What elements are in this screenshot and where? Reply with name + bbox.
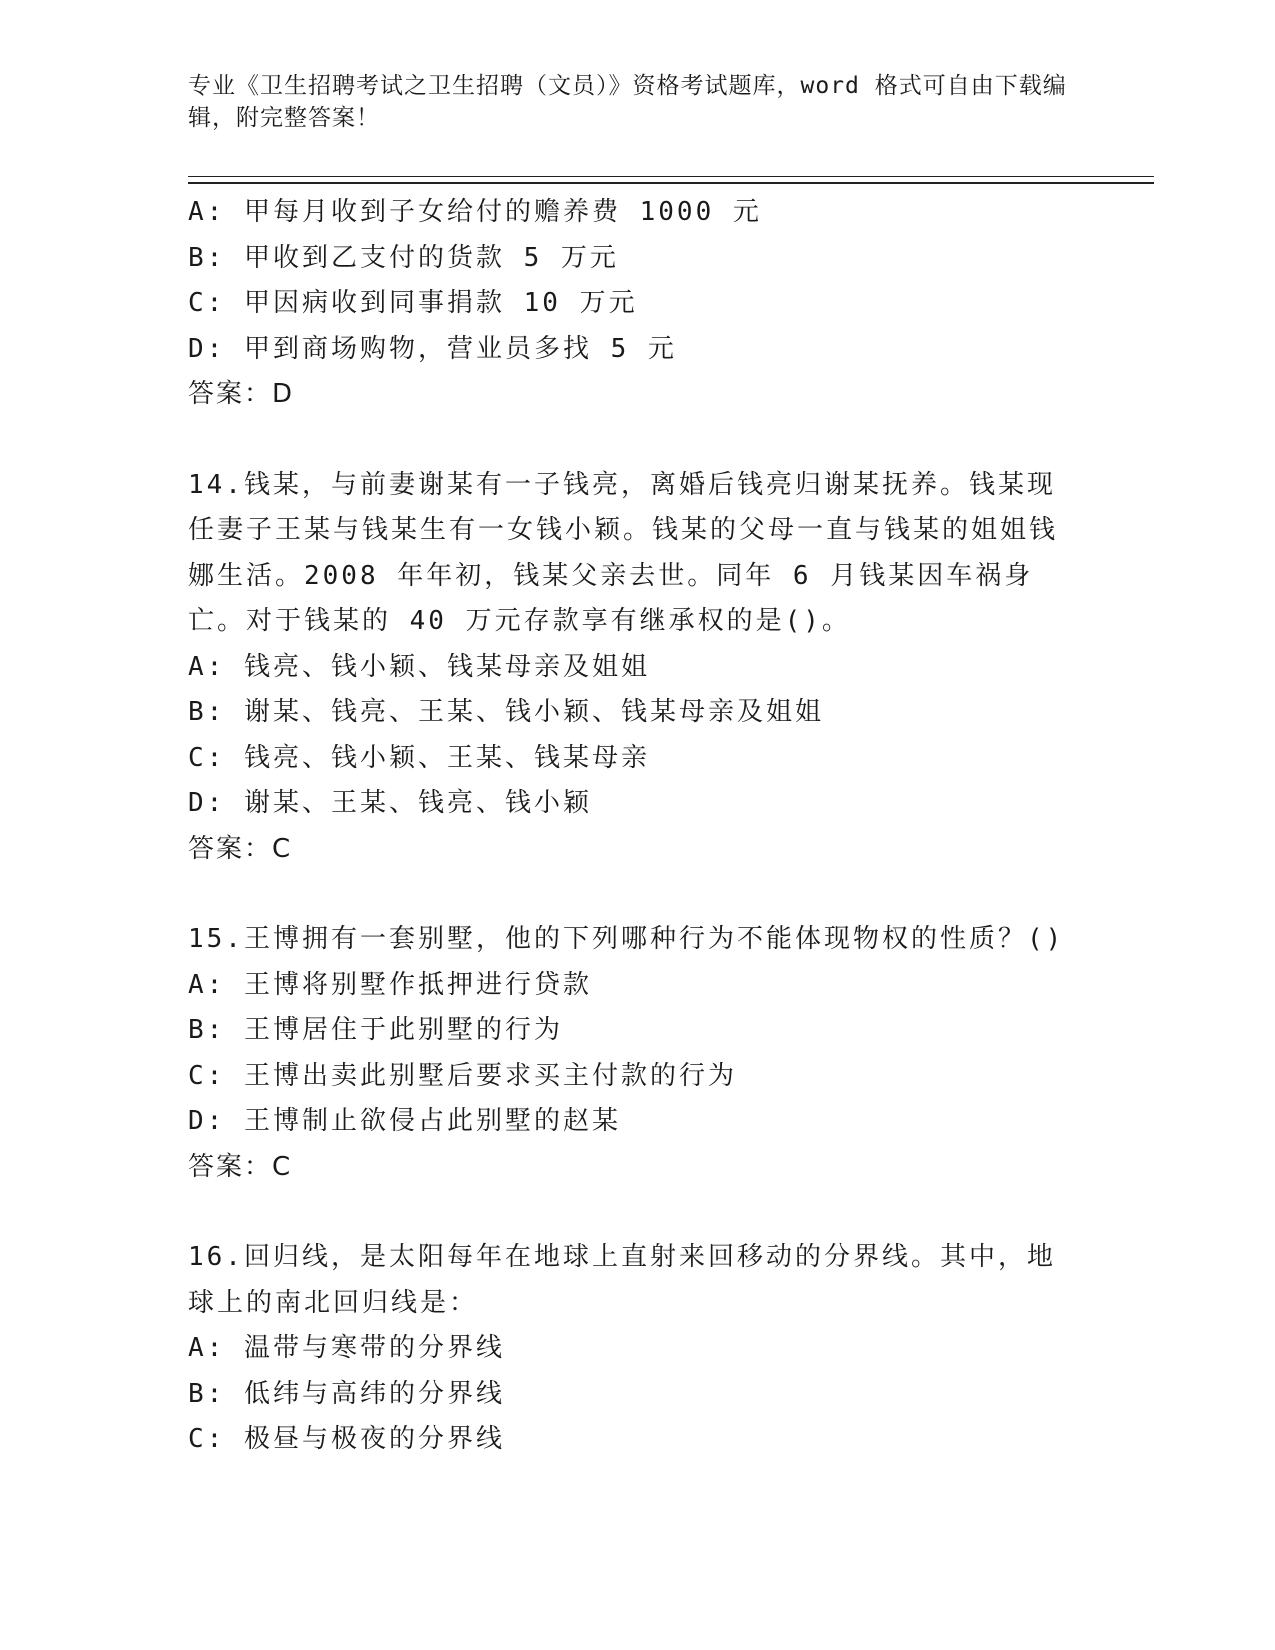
q13-option-c: C: 甲因病收到同事捐款 10 万元 <box>188 288 638 318</box>
q13-option-a: A: 甲每月收到子女给付的赡养费 1000 元 <box>188 197 762 227</box>
q14-question-text: 14.钱某，与前妻谢某有一子钱亮，离婚后钱亮归谢某抚养。钱某现任妻子王某与钱某生有一女钱小颖。钱某的父母一直与钱某的姐姐钱娜生活。2008 年年初，钱某父亲去世。同年 6 月钱某因车祸身亡。对于钱某的 40 万元存款享有继承权的是()。 <box>188 469 1059 636</box>
q13-answer: 答案：D <box>188 379 295 409</box>
document-header-intro: 专业《卫生招聘考试之卫生招聘（文员）》资格考试题库，word 格式可自由下载编辑，附完整答案！ <box>188 73 1067 131</box>
q14-answer: 答案：C <box>188 833 293 864</box>
spacer <box>188 418 1154 463</box>
q15-option-c: C: 王博出卖此别墅后要求买主付款的行为 <box>188 1060 737 1091</box>
q16-question-text: 16.回归线，是太阳每年在地球上直射来回移动的分界线。其中，地球上的南北回归线是： <box>188 1242 1056 1318</box>
q15-option-d: D: 王博制止欲侵占此别墅的赵某 <box>188 1106 621 1136</box>
question-14-block <box>188 463 1154 873</box>
q16-option-c: C: 极昼与极夜的分界线 <box>188 1424 505 1454</box>
q15-question-text: 15.王博拥有一套别墅，他的下列哪种行为不能体现物权的性质？() <box>188 924 1065 954</box>
q16-option-b: B: 低纬与高纬的分界线 <box>188 1378 505 1409</box>
q14-option-b: B: 谢某、钱亮、王某、钱小颖、钱某母亲及姐姐 <box>188 697 824 727</box>
spacer <box>188 1190 1154 1235</box>
q14-option-a: A: 钱亮、钱小颖、钱某母亲及姐姐 <box>188 651 650 682</box>
q15-answer: 答案：C <box>188 1151 293 1182</box>
q13-option-d: D: 甲到商场购物，营业员多找 5 元 <box>188 333 677 364</box>
q15-option-b: B: 王博居住于此别墅的行为 <box>188 1015 563 1045</box>
q13-option-b: B: 甲收到乙支付的货款 5 万元 <box>188 242 619 273</box>
q14-option-d: D: 谢某、王某、钱亮、钱小颖 <box>188 788 592 818</box>
question-16-block <box>188 1235 1154 1463</box>
question-15-block <box>188 917 1154 1190</box>
q14-option-c: C: 钱亮、钱小颖、王某、钱某母亲 <box>188 742 650 773</box>
q15-option-a: A: 王博将别墅作抵押进行贷款 <box>188 969 592 1000</box>
document-page <box>188 70 1154 1463</box>
question-13-block <box>188 190 1154 418</box>
header-divider <box>188 176 1154 184</box>
spacer <box>188 872 1154 917</box>
q16-option-a: A: 温带与寒带的分界线 <box>188 1333 505 1363</box>
